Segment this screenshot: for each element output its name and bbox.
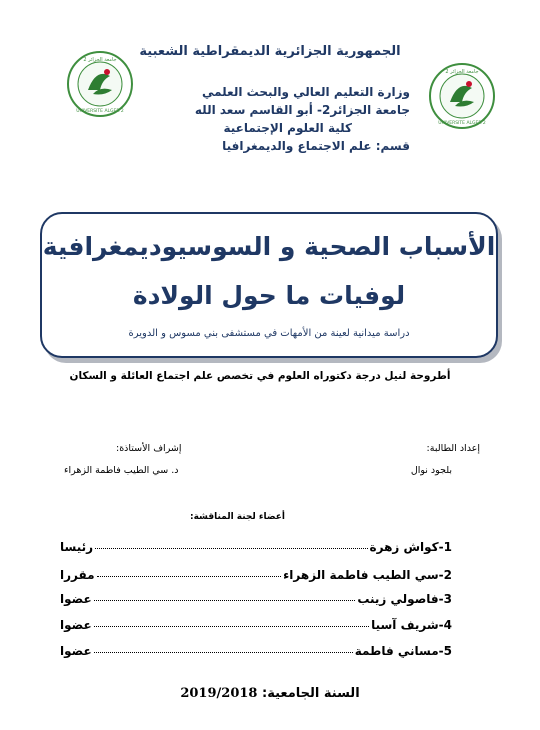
institution-header bbox=[100, 44, 440, 157]
dotted-leader bbox=[94, 626, 369, 627]
faculty-name: كلية العلوم الإجتماعية bbox=[223, 121, 352, 135]
member-name: 2-سي الطيب فاطمة الزهراء bbox=[283, 568, 452, 582]
department-name: قسم: علم الاجتماع والديمغرافيا bbox=[222, 139, 410, 153]
dotted-leader bbox=[94, 600, 356, 601]
dotted-leader bbox=[97, 576, 282, 577]
university-name: جامعة الجزائر2- أبو القاسم سعد الله bbox=[194, 103, 410, 117]
seal-bottom-text: UNIVERSITE ALGER 2 bbox=[438, 121, 486, 126]
committee-member bbox=[60, 612, 452, 632]
member-name: 4-شريف آسيا bbox=[371, 618, 452, 632]
supervisor-name: د. سي الطيب فاطمة الزهراء bbox=[64, 465, 179, 476]
member-name: 3-فاصولي زينب bbox=[357, 592, 452, 606]
title-box bbox=[40, 212, 498, 358]
academic-year-value: 2019/2018 bbox=[180, 686, 258, 701]
dotted-leader bbox=[94, 652, 353, 653]
dotted-leader bbox=[95, 548, 368, 549]
thesis-title-line2: لوفيات ما حول الولادة bbox=[132, 281, 406, 310]
committee-member bbox=[60, 562, 452, 582]
thesis-degree-note: أطروحة لنيل درجة دكتوراه العلوم في تخصص علم اجتماع العائلة و السكان bbox=[69, 370, 451, 382]
ministry-name: وزارة التعليم العالي والبحث العلمي bbox=[201, 85, 410, 99]
seal-bottom-text: UNIVERSITE ALGER 2 bbox=[76, 109, 124, 114]
committee-title: أعضاء لجنة المناقشة: bbox=[190, 512, 286, 522]
committee-member bbox=[60, 638, 452, 658]
seal-top-text: جامعة الجزائر 2 bbox=[445, 69, 479, 75]
member-role: عضوا bbox=[60, 644, 92, 658]
member-role: عضوا bbox=[60, 592, 92, 606]
thesis-title-line1: الأسباب الصحية و السوسيوديمغرافية bbox=[42, 232, 496, 261]
member-role: مقررا bbox=[60, 568, 95, 582]
member-name: 1-كواش زهرة bbox=[369, 540, 452, 554]
supervisor-label: إشراف الأستاذة: bbox=[116, 443, 182, 454]
seal-top-text: جامعة الجزائر 2 bbox=[83, 57, 117, 63]
prepared-by-label: إعداد الطالبة: bbox=[426, 443, 480, 454]
committee-member bbox=[60, 534, 452, 554]
student-name: بلجود نوال bbox=[410, 465, 452, 476]
thesis-subtitle: دراسة ميدانية لعينة من الأمهات في مستشفى بني مسوس و الدويرة bbox=[128, 328, 410, 339]
academic-year-label: السنة الجامعية: bbox=[262, 686, 360, 701]
member-role: رئيسا bbox=[60, 540, 94, 554]
member-role: عضوا bbox=[60, 618, 92, 632]
republic-name: الجمهورية الجزائرية الديمقراطية الشعبية bbox=[139, 44, 401, 59]
member-name: 5-مساني فاطمة bbox=[354, 644, 452, 658]
committee-member bbox=[60, 586, 452, 606]
academic-year bbox=[140, 686, 400, 701]
